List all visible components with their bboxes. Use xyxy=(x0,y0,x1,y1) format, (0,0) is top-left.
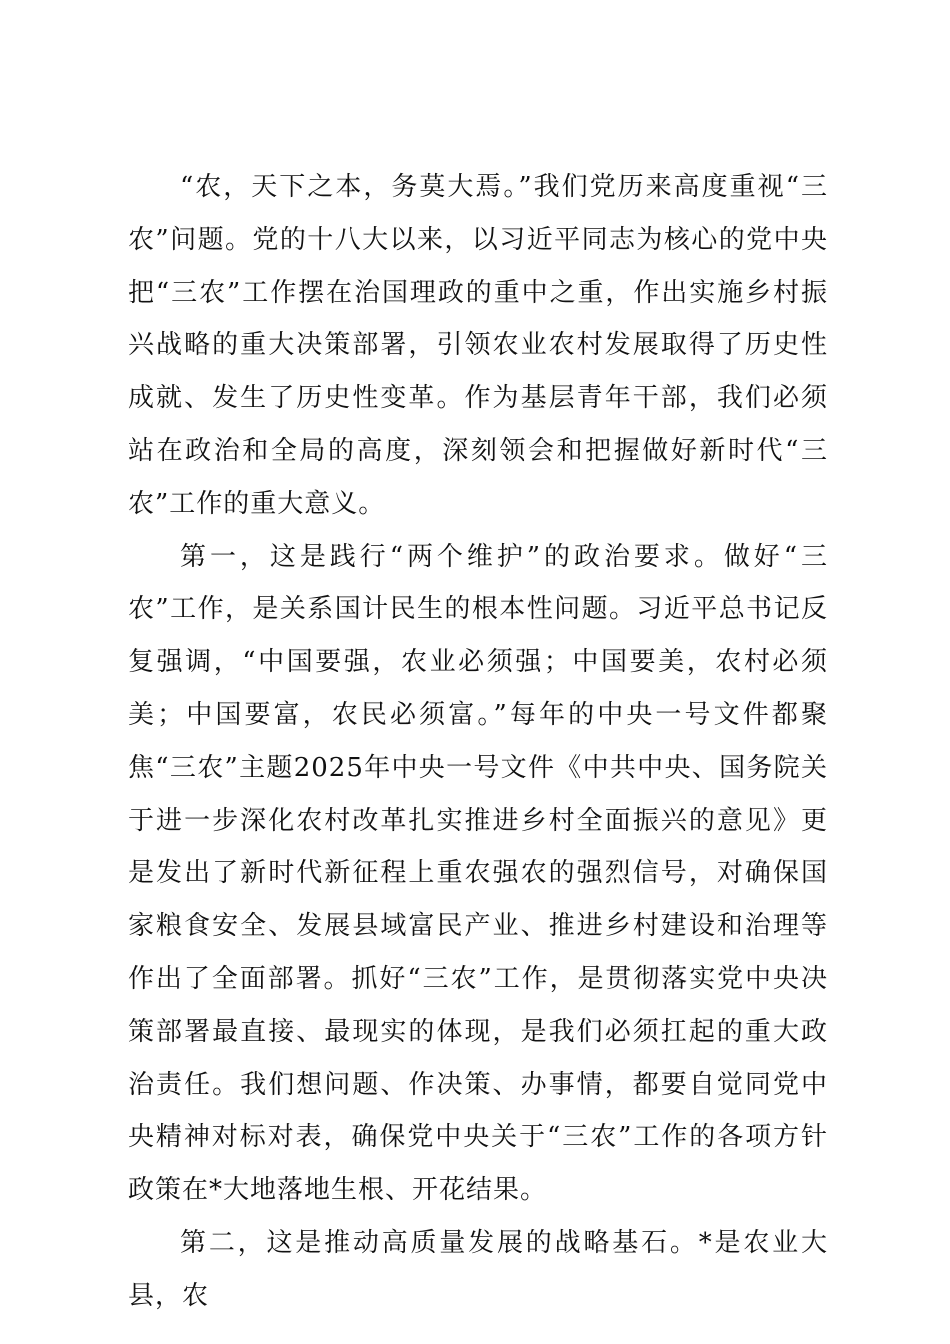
paragraph-intro: “农，天下之本，务莫大焉。”我们党历来高度重视“三农”问题。党的十八大以来，以习近平同志为核心的党中央把“三农”工作摆在治国理政的重中之重，作出实施乡村振兴战略的重大决策部署，引领农业农村发展取得了历史性成就、发生了历史性变革。作为基层青年干部，我们必须站在政治和全局的高度，深刻领会和把握做好新时代“三农”工作的重大意义。 xyxy=(128,172,828,519)
paragraph-second-point: 第二，这是推动高质量发展的战略基石。*是农业大县，农 xyxy=(128,1227,828,1311)
paragraph-first-point: 第一，这是践行“两个维护”的政治要求。做好“三农”工作，是关系国计民生的根本性问题。习近平总书记反复强调，“中国要强，农业必须强；中国要美，农村必须美；中国要富，农民必须富。”每年的中央一号文件都聚焦“三农”主题2025年中央一号文件《中共中央、国务院关于进一步深化农村改革扎实推进乡村全面振兴的意见》更是发出了新时代新征程上重农强农的强烈信号，对确保国家粮食安全、发展县域富民产业、推进乡村建设和治理等作出了全面部署。抓好“三农”工作，是贯彻落实党中央决策部署最直接、最现实的体现，是我们必须扛起的重大政治责任。我们想问题、作决策、办事情，都要自觉同党中央精神对标对表，确保党中央关于“三农”工作的各项方针政策在*大地落地生根、开花结果。 xyxy=(128,541,828,1206)
document-body xyxy=(128,161,828,1323)
